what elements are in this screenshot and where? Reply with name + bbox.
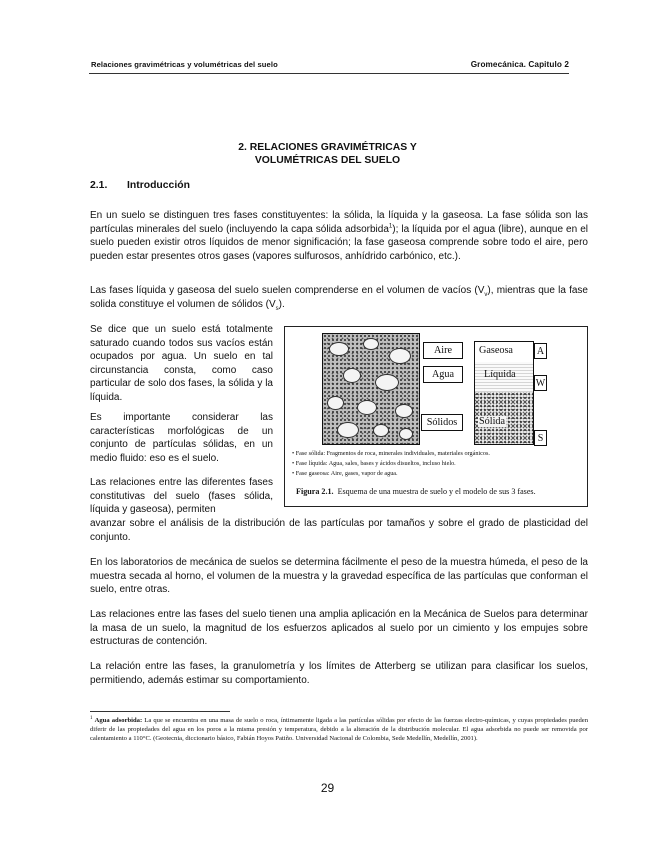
subscript-s: s [275,305,279,312]
label-aire: Aire [423,342,463,359]
paragraph-saturated: Se dice que un suelo está totalmente saturado cuando todos sus vacíos están ocupados por agua. Un suelo en tal circunstancia consta, como caso particular de solo dos fases, la sólida y la líquida. [90,324,273,403]
phase-label-solida: Sólida [479,416,506,427]
footnote [90,716,588,744]
chapter-title [0,141,655,167]
paragraph-volumes-text-a: Las fases líquida y gaseosa del suelo suelen comprenderse en el volumen de vacíos (V [90,285,485,296]
soil-grain [373,424,389,437]
label-agua: Agua [423,366,463,383]
chapter-title-line2: VOLUMÉTRICAS DEL SUELO [254,155,401,166]
section-heading [90,180,190,191]
paragraph-volumes-text-c: ). [278,298,285,310]
paragraph-phases-text-b: ); la líquida por el agua (libre), aunque en el suelo pueden existir otros líquidos de menor significación; la fase gaseosa comprende sobre todo el aire, pero pueden estar presentes otros gases (vapores sulfurosos, anhídrido carbónico, etc.). [90,223,588,262]
soil-grain [389,348,411,364]
footnote-ref: 1 [388,223,393,230]
paragraph-phases [90,209,588,263]
figure-caption [296,487,536,496]
phase-label-gaseosa: Gaseosa [479,345,513,356]
soil-sample-illustration [322,333,420,445]
soil-grain [357,400,377,415]
soil-grain [327,396,344,410]
paragraph-relations-start: Las relaciones entre las diferentes fases constitutivas del suelo (fases sólida, líquida y gaseosa), permiten [90,477,273,516]
phase-label-liquida: Líquida [484,369,516,380]
section-number: 2.1. [90,180,108,191]
paragraph-volumes-text-b: ), mientras que la fase solida constituye el volumen de sólidos (V [90,285,588,310]
paragraph-volumes [90,284,588,311]
paragraph-applications: Las relaciones entre las fases del suelo tienen una amplia aplicación en la Mecánica de Suelos para determinar la masa de un suelo, la magnitud de los esfuerzos aplicados al suelo por un cimiento y los empujes sobre estructuras de contención. [90,609,588,648]
soil-grain [337,422,359,438]
chapter-title-line1: 2. RELACIONES GRAVIMÉTRICAS Y [238,142,417,153]
running-header-right: Gromecánica. Capitulo 2 [470,60,569,69]
header-rule [89,73,569,74]
soil-grain [375,374,399,391]
soil-grain [399,428,413,440]
footnote-term: Agua adsorbida: [94,717,143,724]
tag-w: W [534,375,547,391]
paragraph-laboratory: En los laboratorios de mecánica de suelos se determina fácilmente el peso de la muestra húmeda, el peso de la muestra secada al horno, el volumen de la muestra y la gravedad específica de las partículas que conforman el suelo, entre otras. [90,557,588,596]
tag-a: A [534,343,547,359]
footnote-number: 1 [90,715,93,721]
soil-grain [329,342,349,356]
legend-gas: • Fase gaseosa: Aire, gases, vapor de agua. [292,470,398,477]
label-solidos: Sólidos [421,414,463,431]
paragraph-morphology: Es importante considerar las características morfológicas de un conjunto de partículas sólidas, en un medio fluido: eso es el suelo. [90,412,273,464]
legend-liquid: • Fase líquida: Agua, sales, bases y ácidos disueltos, incluso hielo. [292,460,456,467]
soil-grain [395,404,413,418]
caption-text: Esquema de una muestra de suelo y el modelo de sus 3 fases. [337,487,536,496]
paragraph-phases-text-a: En un suelo se distinguen tres fases constituyentes: la sólida, la líquida y la gaseosa. La fase sólida son las partículas minerales del suelo (incluyendo la capa sólida adsorbida [90,210,588,235]
soil-grain [363,338,379,350]
section-title: Introducción [127,180,190,191]
subscript-v: v [484,292,488,298]
running-header-left: Relaciones gravimétricas y volumétricas del suelo [91,60,278,69]
soil-grain [343,368,361,383]
tag-s: S [534,430,547,446]
legend-solid: • Fase sólida: Fragmentos de roca, minerales individuales, materiales orgánicos. [292,450,490,457]
paragraph-classification: La relación entre las fases, la granulometría y los límites de Atterberg se utilizan para clasificar los suelos, permitiendo, además estimar su comportamiento. [90,661,588,686]
paragraph-relations-end: avanzar sobre el análisis de la distribución de las partículas por tamaños y sobre el grado de plasticidad del conjunto. [90,518,588,543]
footnote-rule [90,711,230,712]
caption-label: Figura 2.1. [296,487,334,496]
footnote-text: La que se encuentra en una masa de suelo o roca, íntimamente ligada a las partículas sólidas por efecto de las fuerzas electro-químicas, y cuyas propiedades pueden diferir de las propiedades del agua en los poros a la misma presión y temperatura, debido a la alteración de la distribución molecular. El agua adsorbida no puede ser removida por calentamiento a 110°C. (Geotecnia, diccionario básico, Fabián Hoyos Patiño. Universidad Nacional de Colombia, Sede Medellín, Medellín, 2001). [90,717,589,743]
page-number: 29 [320,781,335,795]
